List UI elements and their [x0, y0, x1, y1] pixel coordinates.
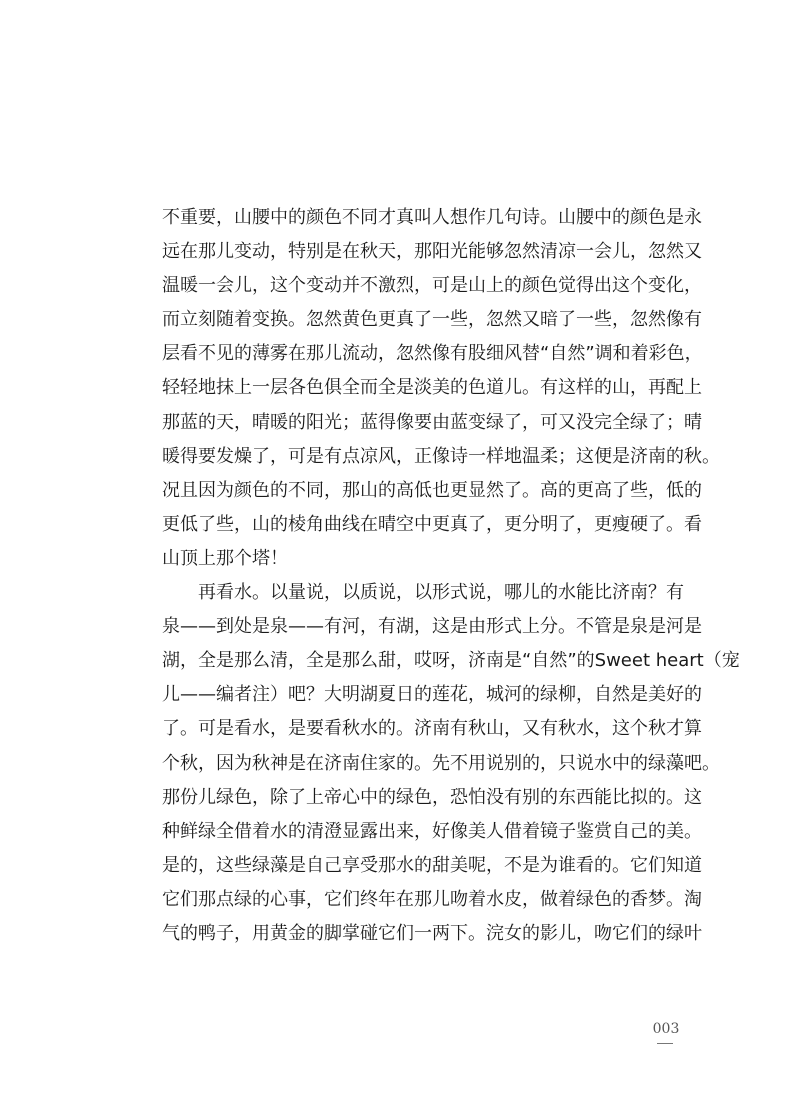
text-line: 山顶上那个塔！: [162, 547, 288, 569]
text-line: 是的，这些绿藻是自己享受那水的甜美呢，不是为谁看的。它们知道: [162, 854, 702, 876]
text-line: 更低了些，山的棱角曲线在晴空中更真了，更分明了，更瘦硬了。看: [162, 513, 702, 535]
page-number: 003: [652, 1021, 680, 1037]
text-line: 远在那儿变动，特别是在秋天，那阳光能够忽然清凉一会儿，忽然又: [162, 241, 702, 263]
text-line: 层看不见的薄雾在那儿流动，忽然像有股细风替“自然”调和着彩色，: [162, 343, 703, 365]
text-line: 了。可是看水，是要看秋水的。济南有秋山，又有秋水，这个秋才算: [162, 718, 702, 740]
text-line: 泉——到处是泉——有河，有湖，这是由形式上分。不管是泉是河是: [162, 616, 702, 638]
page-number-rule: [657, 1043, 673, 1044]
text-line: 种鲜绿全借着水的清澄显露出来，好像美人借着镜子鉴赏自己的美。: [162, 820, 702, 842]
text-line: 而立刻随着变换。忽然黄色更真了一些，忽然又暗了一些，忽然像有: [162, 309, 702, 331]
body-text: [162, 201, 740, 951]
text-line: 儿——编者注）吧？大明湖夏日的莲花，城河的绿柳，自然是美好的: [162, 684, 702, 706]
text-line: 气的鸭子，用黄金的脚掌碰它们一两下。浣女的影儿，吻它们的绿叶: [162, 922, 702, 944]
text-line: 温暖一会儿，这个变动并不激烈，可是山上的颜色觉得出这个变化，: [162, 275, 702, 297]
text-line: 暖得要发燥了，可是有点凉风，正像诗一样地温柔；这便是济南的秋。: [162, 445, 720, 467]
text-line: 个秋，因为秋神是在济南住家的。先不用说别的，只说水中的绿藻吧。: [162, 752, 720, 774]
text-line: 它们那点绿的心事，它们终年在那儿吻着水皮，做着绿色的香梦。淘: [162, 888, 702, 910]
text-line: 不重要，山腰中的颜色不同才真叫人想作几句诗。山腰中的颜色是永: [162, 207, 702, 228]
text-line: 湖，全是那么清，全是那么甜，哎呀，济南是“自然”的Sweet heart（宠: [162, 650, 740, 672]
text-line: 轻轻地抹上一层各色俱全而全是淡美的色道儿。有这样的山，再配上: [162, 377, 702, 399]
text-line: 再看水。以量说，以质说，以形式说，哪儿的水能比济南？有: [198, 582, 684, 604]
paragraph-autumn-water: [162, 576, 740, 951]
text-line: 况且因为颜色的不同，那山的高低也更显然了。高的更高了些，低的: [162, 479, 702, 501]
text-line: 那份儿绿色，除了上帝心中的绿色，恐怕没有别的东西能比拟的。这: [162, 786, 702, 808]
paragraph-autumn-mountains: [162, 201, 720, 576]
text-line: 那蓝的天，晴暖的阳光；蓝得像要由蓝变绿了，可又没完全绿了；晴: [162, 411, 702, 433]
